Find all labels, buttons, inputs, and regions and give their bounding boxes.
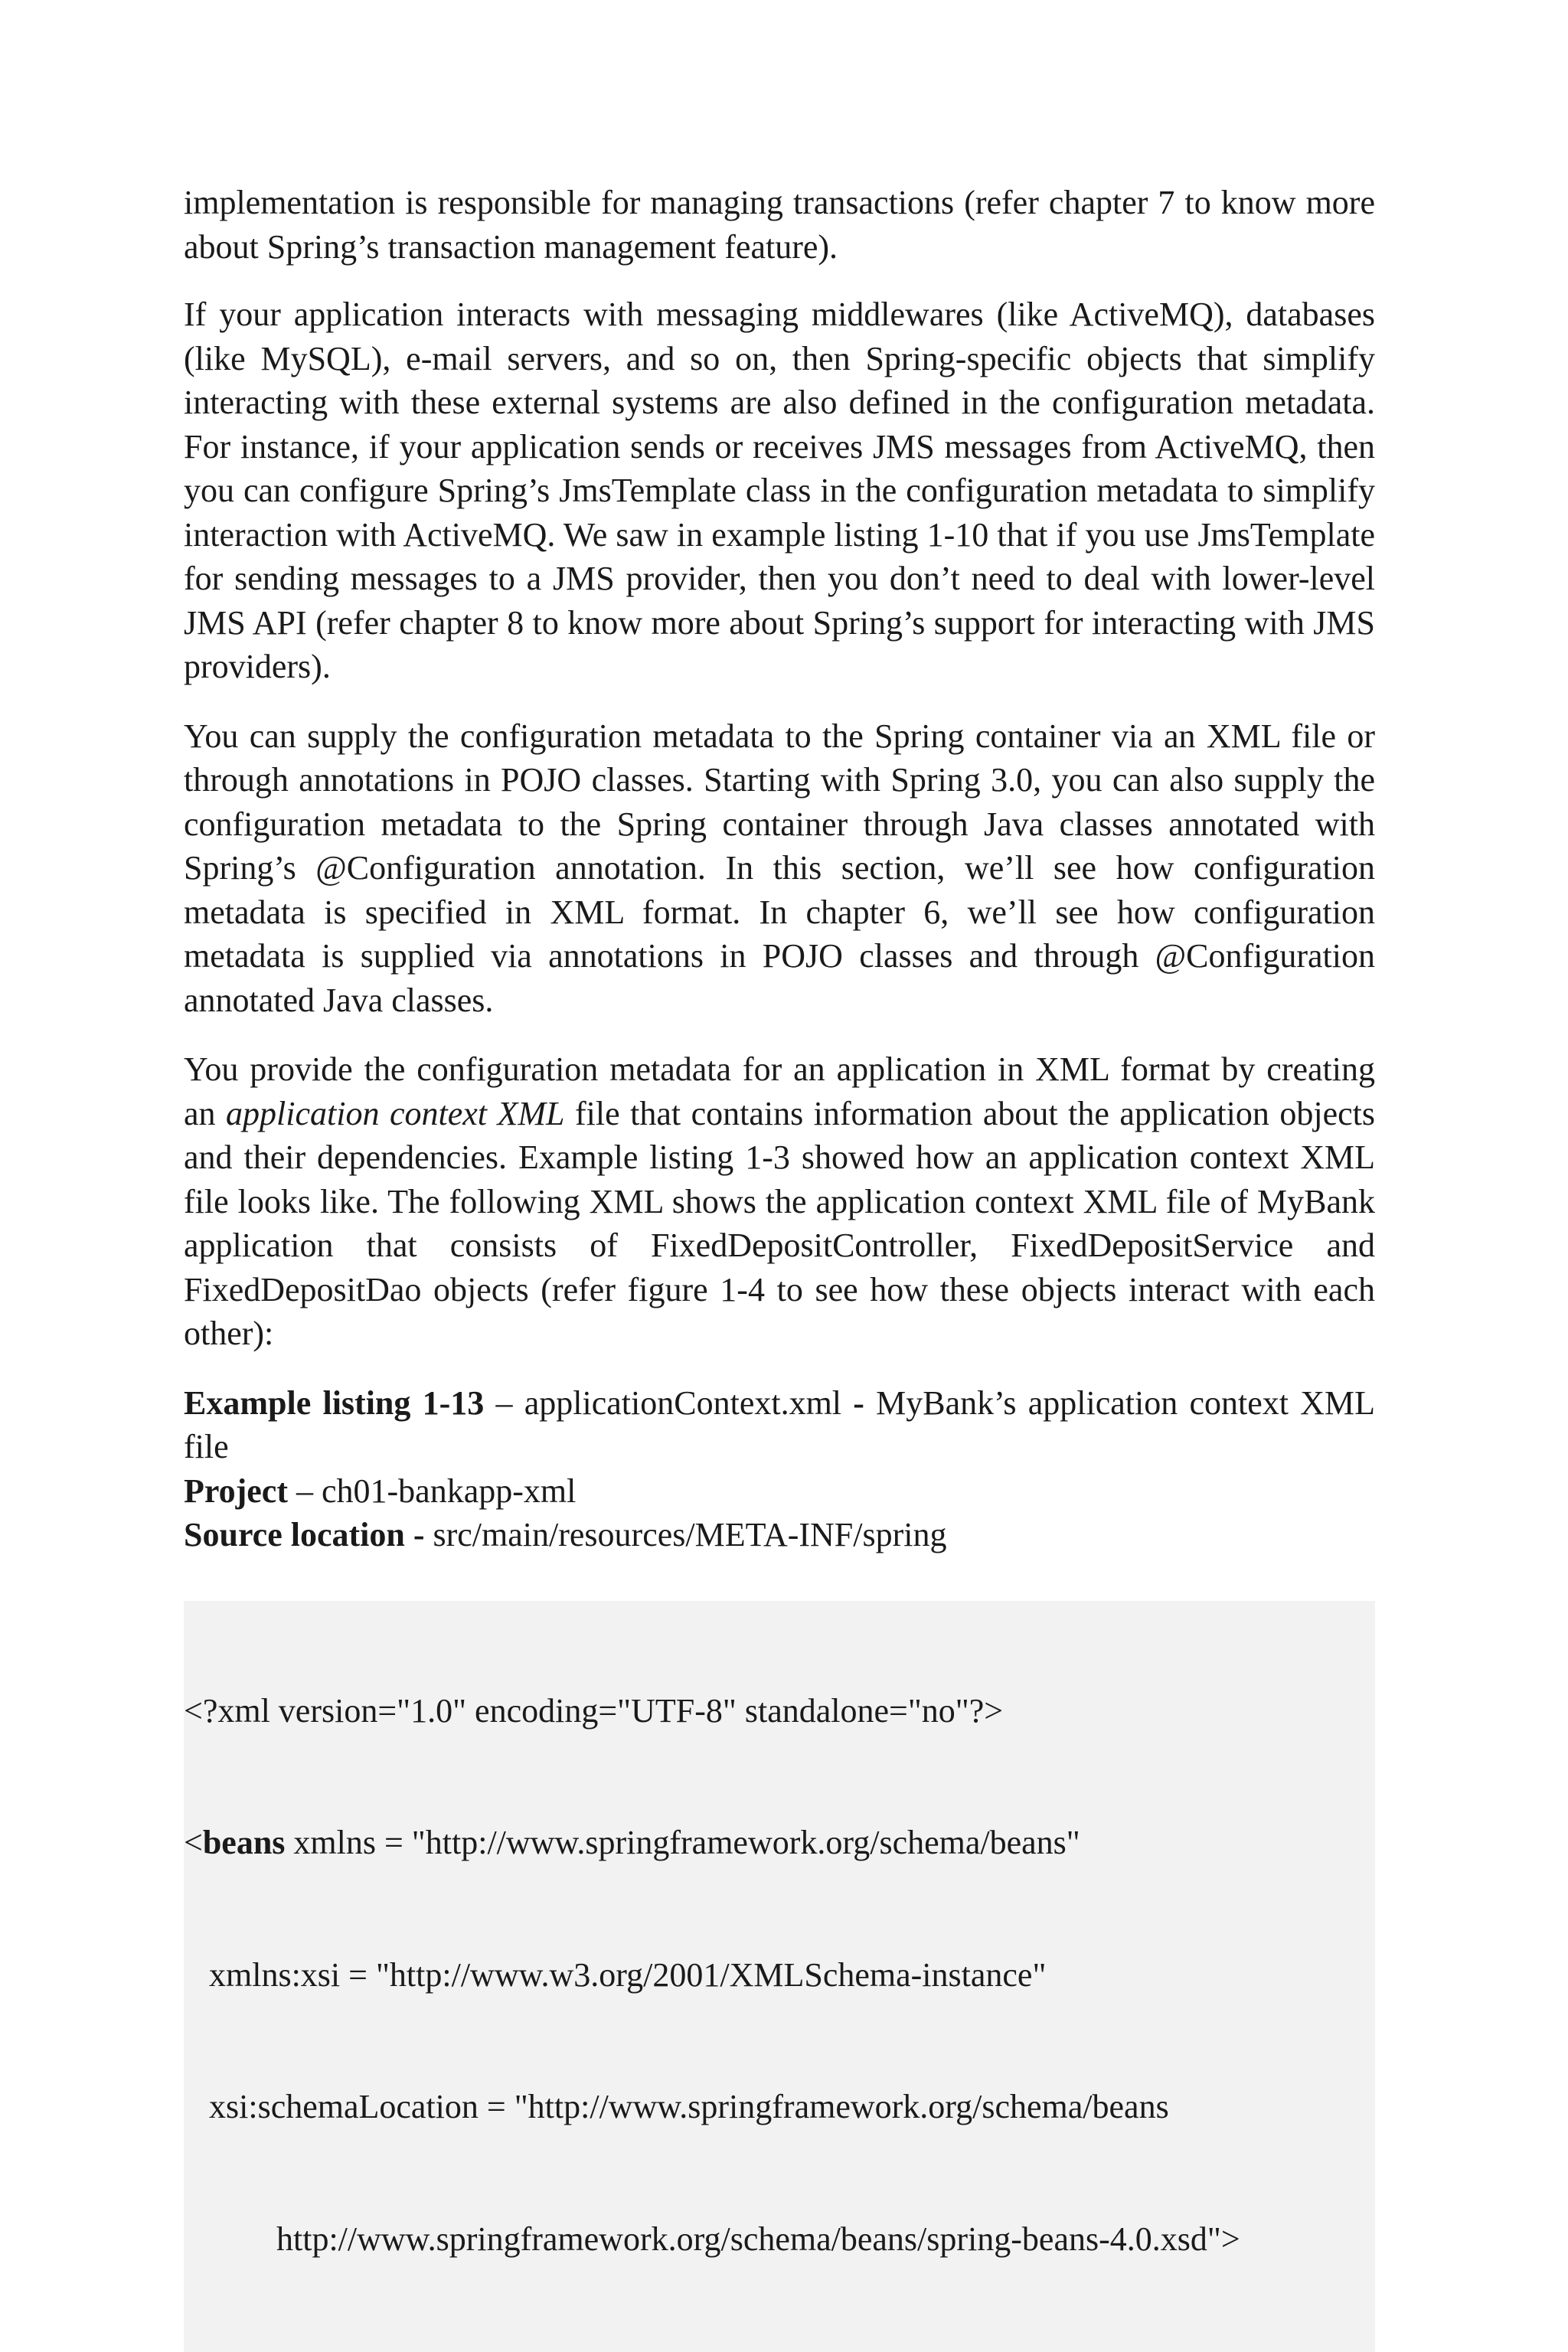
code-tag-beans: beans — [203, 1824, 286, 1861]
italic-term: application context XML — [226, 1095, 564, 1132]
listing-description: MyBank’s application context XML file — [184, 1384, 1375, 1466]
paragraph-application-context-xml — [184, 1047, 1375, 1356]
code-token: < — [184, 1824, 203, 1861]
code-line-schema-url: http://www.springframework.org/schema/beans/spring-beans-4.0.xsd"> — [184, 2217, 1375, 2262]
code-line-schema-location: xsi:schemaLocation = "http://www.springframework.org/schema/beans — [184, 2085, 1375, 2129]
listing-label: Example listing 1-13 — [184, 1384, 484, 1422]
listing-separator: - — [841, 1384, 876, 1422]
document-page — [184, 181, 1375, 2352]
code-line-xml-declaration: <?xml version="1.0" encoding="UTF-8" standalone="no"?> — [184, 1689, 1375, 1733]
source-location-label: Source location - — [184, 1516, 425, 1553]
paragraph-messaging-middlewares: If your application interacts with messaging middlewares (like ActiveMQ), databases (like MySQL), e-mail servers, and so on, then Spring-specific objects that simplify interacting with these external systems are also defined in the configuration metadata. For instance, if your application sends or receives JMS messages from ActiveMQ, then you can configure Spring’s JmsTemplate class in the configuration metadata to simplify interaction with ActiveMQ. We saw in example listing 1-10 that if you use JmsTemplate for sending messages to a JMS provider, then you don’t need to deal with lower-level JMS API (refer chapter 8 to know more about Spring’s support for interacting with JMS providers). — [184, 292, 1375, 689]
code-token: xmlns = "http://www.springframework.org/schema/beans" — [285, 1824, 1080, 1861]
paragraph-configuration-sources: You can supply the configuration metadata to the Spring container via an XML file or through annotations in POJO classes. Starting with Spring 3.0, you can also supply the configuration metadata to the Spring container through Java classes annotated with Spring’s @Configuration annotation. In this section, we’ll see how configuration metadata is specified in XML format. In chapter 6, we’ll see how configuration metadata is supplied via annotations in POJO classes and through @Configuration annotated Java classes. — [184, 714, 1375, 1023]
project-value: ch01-bankapp-xml — [322, 1472, 576, 1510]
paragraph-transactions: implementation is responsible for managing transactions (refer chapter 7 to know more about Spring’s transaction management feature). — [184, 181, 1375, 269]
code-block — [184, 1601, 1375, 2352]
project-line — [184, 1469, 1375, 1514]
code-line-xmlns-xsi: xmlns:xsi = "http://www.w3.org/2001/XMLSchema-instance" — [184, 1953, 1375, 1998]
paragraph-text: You provide the configuration metadata for an application in XML format by creating an — [184, 1050, 1375, 1132]
paragraph-text: file that contains information about the application objects and their dependencies. Example listing 1-3 showed how an application context XML file looks like. The following XML shows the application context XML file of MyBank application that consists of FixedDepositController, FixedDepositService and FixedDepositDao objects (refer figure 1-4 to see how these objects interact with each other): — [184, 1095, 1375, 1353]
listing-filename: applicationContext.xml — [524, 1384, 841, 1422]
listing-dash: – — [484, 1384, 524, 1422]
project-dash: – — [288, 1472, 322, 1510]
source-location-line — [184, 1513, 1375, 1557]
project-label: Project — [184, 1472, 288, 1510]
listing-caption — [184, 1381, 1375, 1469]
source-location-value: src/main/resources/META-INF/spring — [425, 1516, 947, 1553]
code-line-beans-open — [184, 1821, 1375, 1865]
